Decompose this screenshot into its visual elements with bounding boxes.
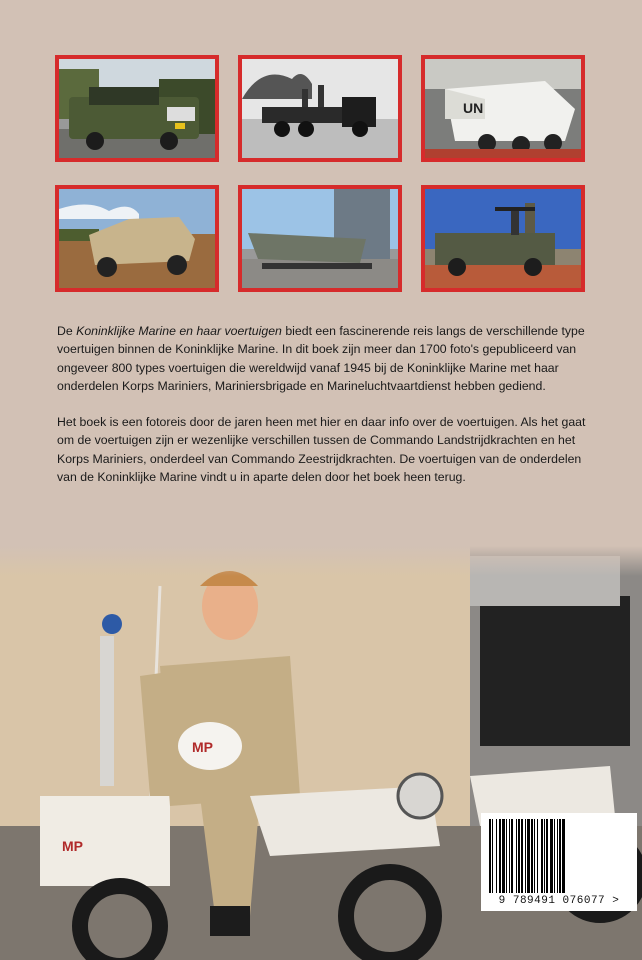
back-cover-blurb [57,322,597,486]
photo-truck-soldiers [238,55,402,162]
photo-land-rover [421,185,585,292]
un-vehicle-image [425,59,581,158]
barcode-bar [562,819,565,893]
barcode-bar [492,819,493,893]
blurb-body-1: biedt een fascinerende reis langs de verschillende type voertuigen binnen de Koninklijke Marine. In dit boek zijn meer dan 1700 foto's gepubliceerd van ongeveer 800 types voertuigen die wereldwijd vanaf 1945 bij de Koninklijke Marine met haar onderdelen Korps Mariniers, Mariniersbrigade en Marineluchtvaartdienst hebben gediend. [57,324,585,393]
barcode-bar [506,819,507,893]
helmet-mp-text: MP [192,739,213,755]
barcode-bar [499,819,501,893]
barcode-bar [496,819,497,893]
barcode-bar [516,819,517,893]
barcode-bar [527,819,530,893]
isbn-barcode [481,813,637,911]
barcode-bar [489,819,491,893]
isbn-number: 9 789491 076077 > [498,895,620,907]
barcode-bar [509,819,510,893]
sand-vehicle-image [59,189,215,288]
saddlebag-mp-text: MP [62,838,83,854]
barcode-bar [544,819,545,893]
barcode-bar [557,819,558,893]
un-marking: UN [463,100,484,116]
truck-soldiers-image [242,59,398,158]
photo-sand-patrol-vehicle [55,185,219,292]
barcode-bar [518,819,520,893]
book-title: Koninklijke Marine en haar voertuigen [76,324,282,338]
barcode-bar [525,819,526,893]
blurb-intro: De [57,324,77,338]
barcode-bar [531,819,533,893]
barcode-bar [534,819,535,893]
barcode-bar [546,819,548,893]
photo-grid [0,0,642,300]
photo-green-trucks [55,55,219,162]
photo-landing-craft [238,185,402,292]
barcode-bar [541,819,543,893]
barcode-bar [502,819,505,893]
barcode-bar [537,819,538,893]
green-trucks-image [59,59,215,158]
landing-craft-image [242,189,398,288]
barcode-bar [511,819,513,893]
barcode-bar [550,819,553,893]
barcode-bar [521,819,523,893]
barcode-bars [487,819,631,893]
barcode-bar [554,819,555,893]
blurb-paragraph-1 [57,322,597,395]
blurb-paragraph-2: Het boek is een fotoreis door de jaren heen met hier en daar info over de voertuigen. Als het gaat om de voertuigen zijn er wezenlijke verschillen tussen de Commando Landstrijdkrachten en het Korps Mariniers, onderdeel van Commando Zeestrijdkrachten. De voertuigen van de onderdelen van de Koninklijke Marine vindt u in aparte delen door het boek heen terug. [57,415,586,485]
photo-un-armoured-vehicle [421,55,585,162]
barcode-bar [559,819,561,893]
land-rover-image [425,189,581,288]
